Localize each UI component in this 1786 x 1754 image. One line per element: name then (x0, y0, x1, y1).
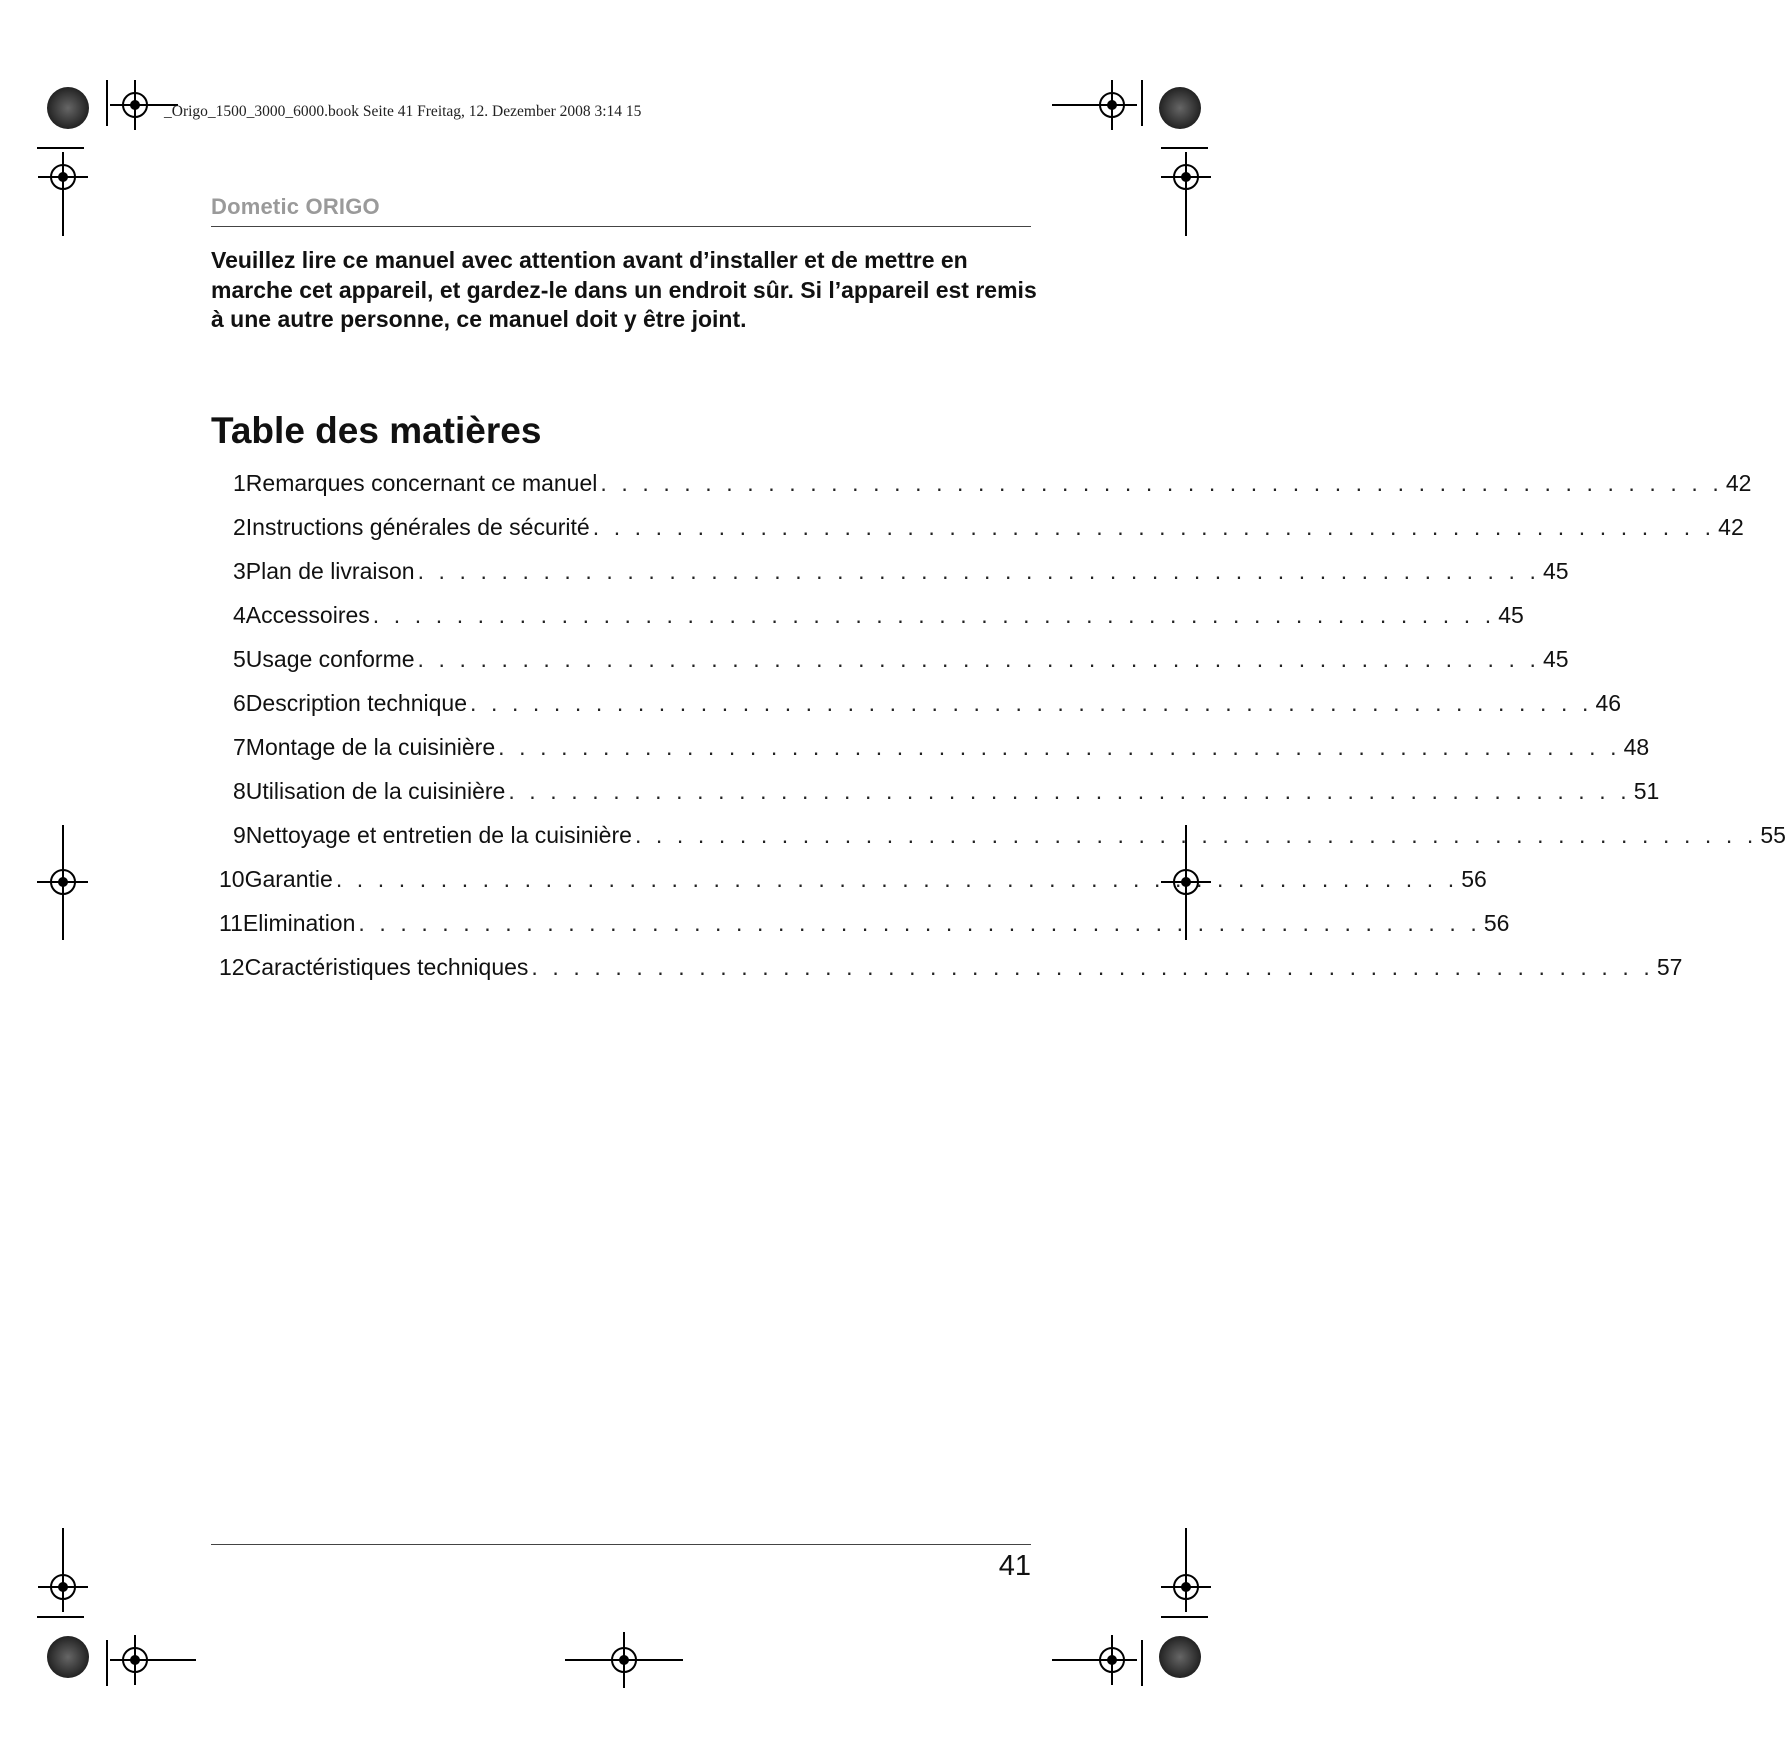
toc-entry-page: 46 (1595, 690, 1622, 716)
toc-entry[interactable] (233, 514, 1744, 544)
toc-entry-page: 57 (1656, 954, 1683, 980)
toc-entry-label: Nettoyage et entretien de la cuisinière (245, 822, 632, 848)
page-number: 41 (998, 1550, 1031, 1582)
footer-divider (211, 1544, 1031, 1545)
toc-leader-dots: . . . . . . . . . . . . . . . . . . . . . . . . . . . . . . . . . . . . . . . . . . . . . . . . . . . . . . (592, 514, 1716, 540)
toc-entry[interactable] (233, 690, 1622, 720)
intro-paragraph: Veuillez lire ce manuel avec attention avant d’installer et de mettre en marche cet appareil, et gardez-le dans un endroit sûr. Si l’appareil est remis à une autre personne, ce manuel doit y être joint. (211, 247, 1037, 332)
toc-entry-page: 51 (1633, 778, 1660, 804)
toc-entry-label: Montage de la cuisinière (245, 734, 496, 760)
toc-entry-page: 56 (1483, 910, 1510, 936)
toc-entry-number: 2 (233, 514, 246, 540)
toc-entry-number: 12 (219, 954, 245, 980)
toc-entry[interactable] (219, 866, 1487, 896)
toc-entry-label: Elimination (242, 910, 356, 936)
toc-entry-label: Garantie (244, 866, 333, 892)
toc-leader-dots: . . . . . . . . . . . . . . . . . . . . . . . . . . . . . . . . . . . . . . . . . . . . . . . . . . . . . . (531, 954, 1654, 980)
toc-leader-dots: . . . . . . . . . . . . . . . . . . . . . . . . . . . . . . . . . . . . . . . . . . . . . . . . . . . . . . (498, 734, 1621, 760)
toc-entry[interactable] (233, 734, 1650, 764)
print-metadata: _Origo_1500_3000_6000.book Seite 41 Freitag, 12. Dezember 2008 3:14 15 (164, 103, 642, 120)
toc-entry[interactable] (219, 910, 1510, 940)
toc-entry-number: 3 (233, 558, 246, 584)
toc-leader-dots: . . . . . . . . . . . . . . . . . . . . . . . . . . . . . . . . . . . . . . . . . . . . . . . . . . . . . . (634, 822, 1758, 848)
toc-entry-label: Plan de livraison (245, 558, 415, 584)
toc-entry[interactable] (233, 646, 1569, 676)
toc-entry-page: 56 (1461, 866, 1487, 892)
toc-title: Table des matières (211, 410, 542, 451)
toc-entry-number: 9 (233, 822, 246, 848)
toc-entry-label: Usage conforme (245, 646, 415, 672)
toc-entry-page: 45 (1543, 646, 1569, 672)
toc-entry[interactable] (233, 602, 1524, 632)
color-rosette-icon (1159, 87, 1201, 129)
toc-entry-number: 6 (233, 690, 246, 716)
toc-entry-label: Instructions générales de sécurité (245, 514, 590, 540)
toc-leader-dots: . . . . . . . . . . . . . . . . . . . . . . . . . . . . . . . . . . . . . . . . . . . . . . . . . . . . . . (508, 778, 1631, 804)
toc-entry-number: 7 (233, 734, 246, 760)
toc-entry[interactable] (219, 954, 1683, 984)
toc-entry-number: 11 (219, 910, 243, 936)
toc-entry-page: 45 (1543, 558, 1569, 584)
toc-entry-page: 45 (1498, 602, 1524, 628)
toc-leader-dots: . . . . . . . . . . . . . . . . . . . . . . . . . . . . . . . . . . . . . . . . . . . . . . . . . . . . . . (335, 866, 1459, 892)
toc-entry-number: 5 (233, 646, 246, 672)
toc-entry-number: 1 (233, 470, 246, 496)
toc-entry[interactable] (233, 558, 1569, 588)
toc-entry-label: Remarques concernant ce manuel (245, 470, 598, 496)
toc-entry-label: Description technique (245, 690, 467, 716)
toc-entry-number: 4 (233, 602, 246, 628)
toc-entry-page: 48 (1623, 734, 1650, 760)
toc-leader-dots: . . . . . . . . . . . . . . . . . . . . . . . . . . . . . . . . . . . . . . . . . . . . . . . . . . . . . . (358, 910, 1481, 936)
header-divider (211, 226, 1031, 227)
toc-leader-dots: . . . . . . . . . . . . . . . . . . . . . . . . . . . . . . . . . . . . . . . . . . . . . . . . . . . . . . (417, 558, 1541, 584)
running-header-brand: Dometic ORIGO (211, 194, 380, 219)
toc-leader-dots: . . . . . . . . . . . . . . . . . . . . . . . . . . . . . . . . . . . . . . . . . . . . . . . . . . . . . . (600, 470, 1723, 496)
toc-entry-page: 42 (1718, 514, 1744, 540)
toc-leader-dots: . . . . . . . . . . . . . . . . . . . . . . . . . . . . . . . . . . . . . . . . . . . . . . . . . . . . . . (469, 690, 1593, 716)
toc-entry-number: 10 (219, 866, 245, 892)
color-rosette-icon (47, 87, 89, 129)
toc-entry[interactable] (233, 470, 1752, 500)
toc-entry-page: 55 (1760, 822, 1786, 848)
toc-leader-dots: . . . . . . . . . . . . . . . . . . . . . . . . . . . . . . . . . . . . . . . . . . . . . . . . . . . . . . (372, 602, 1496, 628)
toc-entry-label: Caractéristiques techniques (244, 954, 529, 980)
toc-entry-page: 42 (1725, 470, 1752, 496)
toc-entry-label: Accessoires (245, 602, 370, 628)
toc-entry[interactable] (233, 778, 1660, 808)
toc-leader-dots: . . . . . . . . . . . . . . . . . . . . . . . . . . . . . . . . . . . . . . . . . . . . . . . . . . . . . . (417, 646, 1540, 672)
color-rosette-icon (47, 1636, 89, 1678)
toc-entry[interactable] (233, 822, 1786, 852)
toc-entry-label: Utilisation de la cuisinière (245, 778, 506, 804)
color-rosette-icon (1159, 1636, 1201, 1678)
toc-entry-number: 8 (233, 778, 246, 804)
